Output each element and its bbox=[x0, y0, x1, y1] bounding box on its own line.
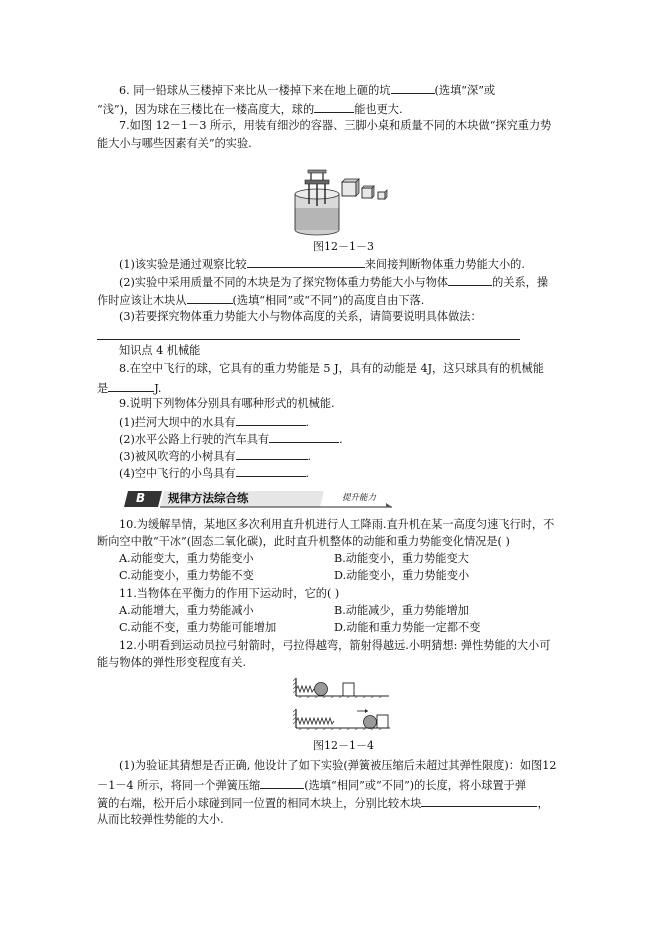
answer-blank[interactable] bbox=[260, 775, 304, 789]
q12-line1: 12.小明看到运动员拉弓射箭时，弓拉得越弯，箭射得越远.小明猜想: 弹性势能的大小可 bbox=[119, 639, 551, 652]
q10-line2: 断向空中散“干冰”(固态二氧化碳)，此时直升机整体的动能和重力势能变化情况是( ) bbox=[97, 535, 510, 548]
answer-blank[interactable] bbox=[269, 429, 339, 443]
q10-option-c[interactable]: C.动能变小，重力势能不变 bbox=[119, 569, 254, 582]
q12-line2: 能与物体的弹性形变程度有关. bbox=[97, 656, 246, 669]
q11-option-a[interactable]: A.动能增大，重力势能减小 bbox=[119, 604, 254, 617]
q11-stem: 11.当物体在平衡力的作用下运动时，它的( ) bbox=[119, 587, 340, 600]
answer-blank[interactable] bbox=[236, 412, 306, 426]
answer-blank[interactable] bbox=[187, 290, 233, 304]
q12-part1-line2: －1－4 所示，将同一个弹簧压缩 (选填“相同”或“不同”)的长度，将小球置于弹 bbox=[97, 775, 526, 794]
wooden-blocks bbox=[342, 179, 387, 199]
q8-line1: 8.在空中飞行的球，它具有的重力势能是 5 J，具有的动能是 4J，这只球具有的机械能 bbox=[119, 362, 544, 375]
q6-line1: 6. 同一铅球从三楼掉下来比从一楼掉下来在地上砸的坑 (选填“深”或 bbox=[119, 80, 495, 99]
figure-12-1-3 bbox=[292, 168, 410, 236]
q10-option-b[interactable]: B.动能变小，重力势能变大 bbox=[334, 552, 469, 565]
q9-item: (1)拦河大坝中的水具有 . bbox=[119, 412, 309, 431]
q9-stem: 9.说明下列物体分别具有哪种形式的机械能. bbox=[119, 397, 335, 410]
q7-line1: 7.如图 12－1－3 所示，用装有细沙的容器、三脚小桌和质量不同的木块做“探究重力势 bbox=[119, 119, 552, 132]
three-legged-table bbox=[305, 170, 329, 206]
answer-blank[interactable] bbox=[421, 793, 537, 807]
answer-blank[interactable] bbox=[448, 272, 492, 286]
q12-part1-line4: 从而比较弹性势能的大小. bbox=[97, 813, 224, 826]
upper-setup bbox=[293, 678, 389, 698]
q9-item: (2)水平公路上行驶的汽车具有 . bbox=[119, 429, 343, 448]
answer-blank[interactable] bbox=[391, 80, 435, 94]
q7-part3: (3)若要探究物体重力势能大小与物体高度的关系，请简要说明具体做法： bbox=[119, 310, 482, 323]
q9-item: (3)被风吹弯的小树具有 . bbox=[119, 446, 311, 465]
section-tag: 提升能力 bbox=[342, 493, 377, 503]
q11-option-b[interactable]: B.动能减少，重力势能增加 bbox=[334, 604, 469, 617]
q10-option-d[interactable]: D.动能变小，重力势能变小 bbox=[334, 569, 470, 582]
answer-blank[interactable] bbox=[247, 254, 365, 268]
answer-blank[interactable] bbox=[108, 378, 154, 392]
q11-option-d[interactable]: D.动能和重力势能一定都不变 bbox=[334, 621, 481, 634]
q9-item: (4)空中飞行的小鸟具有 . bbox=[119, 463, 309, 482]
q7-part1: (1)该实验是通过观察比较 来间接判断物体重力势能大小的. bbox=[119, 254, 525, 273]
q10-option-a[interactable]: A.动能变大，重力势能变小 bbox=[119, 552, 254, 565]
q11-option-c[interactable]: C.动能不变，重力势能可能增加 bbox=[119, 621, 277, 634]
section-header bbox=[124, 489, 392, 509]
figure-caption: 图12－1－4 bbox=[313, 739, 374, 752]
q6-line2: “浅”)，因为球在三楼比在一楼高度大，球的 能也更大. bbox=[97, 99, 403, 118]
q10-line1: 10.为缓解旱情，某地区多次利用直升机进行人工降雨.直升机在某一高度匀速飞行时，不 bbox=[119, 518, 555, 531]
q7-line2: 能大小与哪些因素有关”的实验. bbox=[97, 137, 252, 150]
q7-part2-line2: 作时应该让木块从 (选填“相同”或“不同”)的高度自由下落. bbox=[97, 290, 424, 309]
figure-12-1-4 bbox=[293, 676, 393, 734]
q12-part1-line1: (1)为验证其猜想是否正确, 他设计了如下实验(弹簧被压缩后未超过其弹性限度)：如图12 bbox=[119, 759, 557, 772]
q7-part2-line1: (2)实验中采用质量不同的木块是为了探究物体重力势能大小与物体 的关系，操 bbox=[119, 272, 548, 291]
answer-line[interactable] bbox=[97, 339, 520, 340]
answer-blank[interactable] bbox=[236, 446, 308, 460]
section-title: 规律方法综合练 bbox=[168, 491, 249, 505]
q8-line2: 是 J. bbox=[97, 378, 161, 397]
answer-blank[interactable] bbox=[236, 463, 306, 477]
answer-blank[interactable] bbox=[314, 99, 354, 113]
lower-setup bbox=[293, 709, 390, 730]
figure-caption: 图12－1－3 bbox=[313, 240, 374, 253]
knowledge-point-heading: 知识点 4 机械能 bbox=[119, 344, 201, 357]
q12-part1-line3: 簧的右端，松开后小球碰到同一位置的相同木块上，分别比较木块 ， bbox=[97, 793, 549, 812]
section-badge: B bbox=[136, 491, 146, 505]
